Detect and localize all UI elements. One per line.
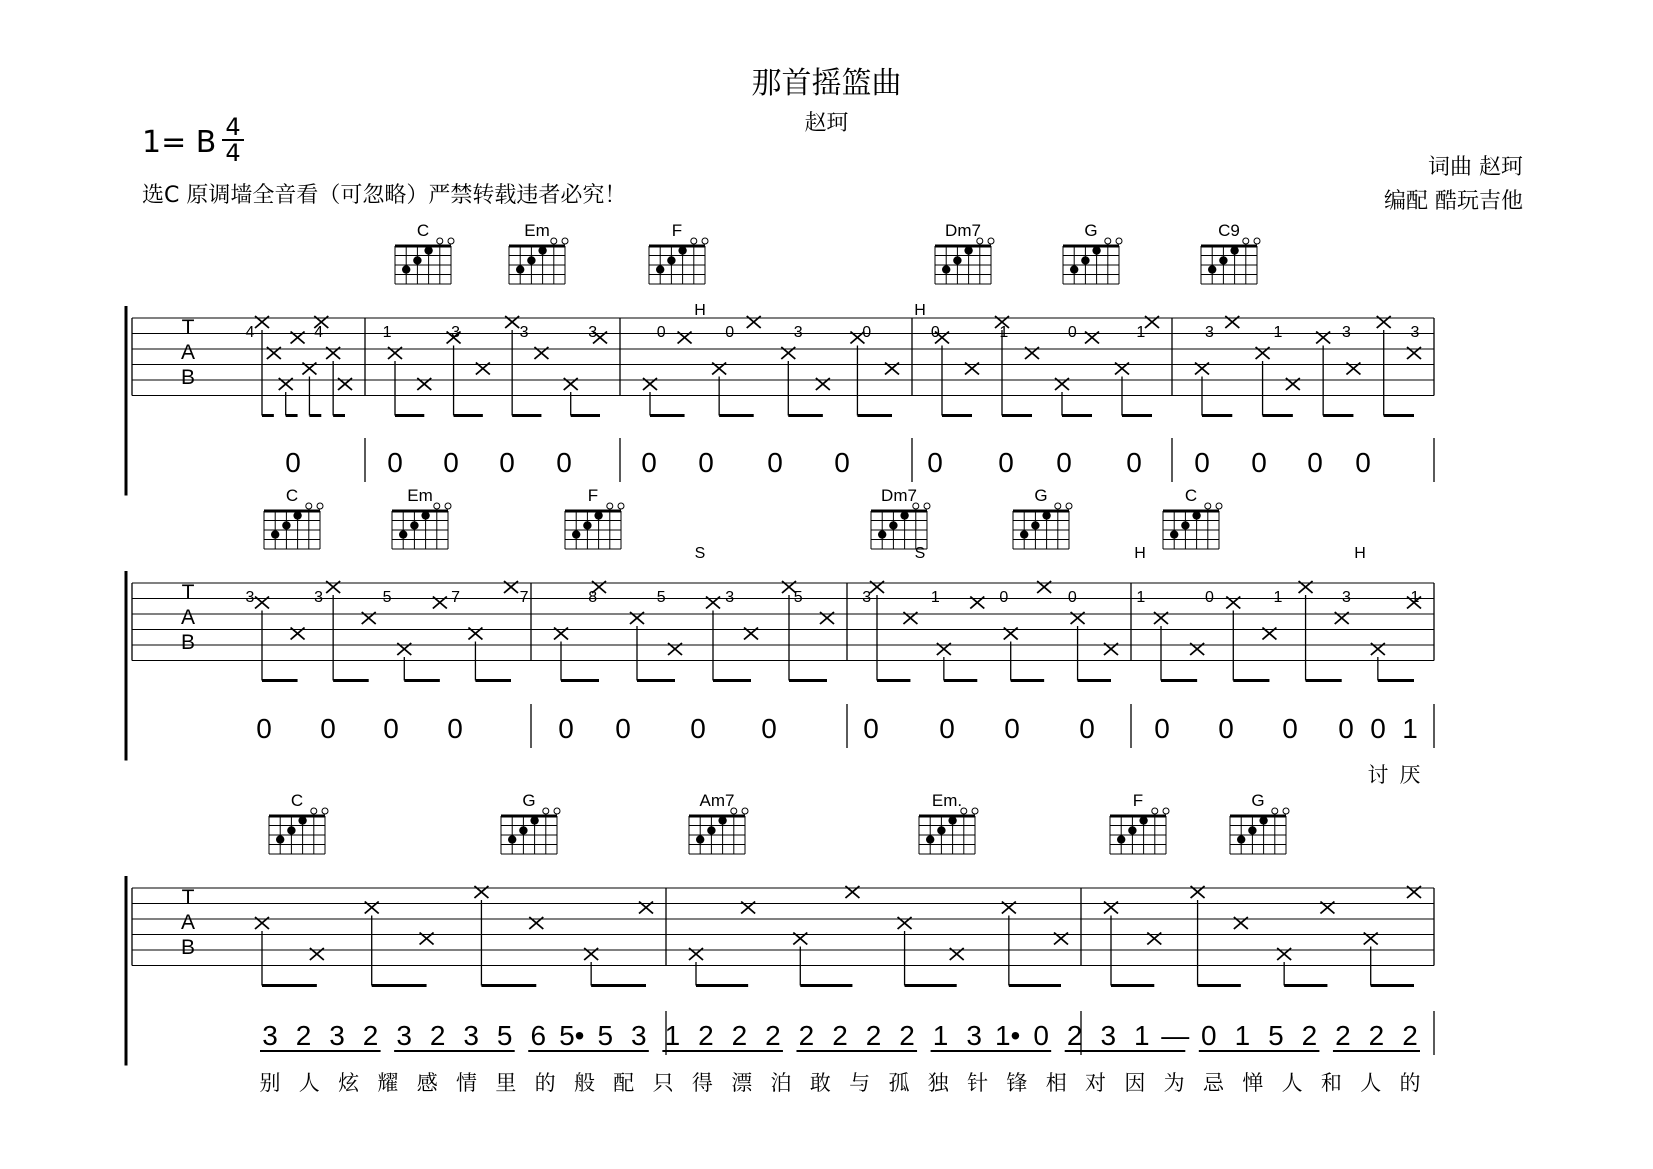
lyric-char: 漂 (731, 1072, 753, 1095)
chord-open-string (1152, 808, 1158, 814)
numbered-note: 0 (320, 713, 336, 744)
numbered-note: 1 (664, 1020, 681, 1051)
tab-fret-number: 1 (1410, 589, 1420, 606)
chord-dot (1042, 511, 1050, 519)
numbered-note: 2 (832, 1020, 848, 1051)
tab-clef-letter: A (180, 911, 196, 934)
chord-dot (1092, 246, 1100, 254)
chord-dot (572, 530, 580, 538)
numbered-note: 2 (1301, 1020, 1318, 1051)
technique-mark: S (914, 545, 926, 562)
chord-open-string (445, 503, 451, 509)
numbered-note: 0 (1056, 447, 1072, 478)
chord-dot (538, 246, 546, 254)
tab-fret-number: 1 (930, 589, 940, 606)
chord-open-string (1254, 238, 1260, 244)
chord-open-string (618, 503, 624, 509)
numbered-note: 0 (698, 447, 714, 478)
chord-name: C (416, 221, 430, 240)
chord-dot (1219, 256, 1227, 264)
numbered-note: 2 (698, 1020, 714, 1051)
tab-fret-number: 3 (245, 589, 255, 606)
chord-dot (519, 826, 527, 834)
chord-dot (530, 816, 538, 824)
song-artist: 赵珂 (804, 111, 849, 136)
credits-arrangement: 编配 酷玩吉他 (1384, 189, 1523, 214)
technique-mark: H (694, 302, 706, 319)
numbered-note: 2 (899, 1020, 915, 1051)
numbered-note: 0 (499, 447, 515, 478)
technique-mark: H (914, 302, 926, 319)
lyric-char: 人 (1281, 1072, 1303, 1095)
numbered-note: 0 (387, 447, 403, 478)
chord-open-string (961, 808, 967, 814)
tab-fret-number: 3 (588, 324, 598, 341)
chord-dot (878, 530, 886, 538)
chord-name: F (1132, 791, 1144, 810)
chord-dot (889, 521, 897, 529)
tab-fret-number: 3 (793, 324, 803, 341)
tab-fret-number: 3 (1342, 589, 1351, 606)
numbered-note: 0 (767, 447, 783, 478)
credits-words: 词曲 赵珂 (1428, 155, 1523, 180)
tab-fret-number: 3 (862, 589, 872, 606)
numbered-note: 2 (798, 1020, 815, 1051)
chord-dot (707, 826, 715, 834)
lyric-char: 的 (534, 1072, 556, 1095)
chord-open-string (306, 503, 312, 509)
lyric-char: 得 (691, 1072, 713, 1095)
lyric-char: 针 (967, 1072, 989, 1095)
chord-open-string (1205, 503, 1211, 509)
chord-dot (1237, 835, 1245, 843)
tab-fret-number: 0 (1067, 324, 1077, 341)
chord-dot (410, 521, 418, 529)
numbered-note: 1 (1234, 1020, 1251, 1051)
chord-dot (271, 530, 279, 538)
chord-dot (718, 816, 726, 824)
tab-fret-number: 1 (382, 324, 392, 341)
chord-name: Em (407, 486, 433, 505)
lyric-char: 别 (259, 1072, 281, 1095)
time-signature-top: 4 (225, 113, 241, 141)
tab-fret-number: 4 (245, 324, 255, 341)
chord-name: Dm7 (881, 486, 917, 505)
numbered-note: 0 (1251, 447, 1267, 478)
tab-fret-number: 3 (1410, 324, 1420, 341)
time-signature-bottom: 4 (225, 139, 241, 167)
tab-fret-number: 0 (1067, 589, 1077, 606)
numbered-note: 2 (1335, 1020, 1351, 1051)
numbered-note: 0 (834, 447, 850, 478)
numbered-note: 2 (295, 1020, 312, 1051)
numbered-note: 5 (1268, 1020, 1284, 1051)
chord-name: C9 (1218, 221, 1240, 240)
numbered-note: 3 (463, 1020, 479, 1051)
chord-open-string (434, 503, 440, 509)
chord-dot (926, 835, 934, 843)
numbered-note: 0 (1355, 447, 1371, 478)
tab-clef-letter: B (180, 631, 196, 654)
numbered-note: 0 (285, 447, 301, 478)
chord-dot (527, 256, 535, 264)
chord-name: Em (524, 221, 550, 240)
tab-fret-number: 1 (1136, 589, 1146, 606)
chord-open-string (607, 503, 613, 509)
numbered-note: 0 (641, 447, 657, 478)
chord-open-string (551, 238, 557, 244)
technique-mark: H (1354, 545, 1366, 562)
lyric-char: 忌 (1202, 1072, 1224, 1095)
numbered-note: 2 (1368, 1020, 1385, 1051)
chord-open-string (924, 503, 930, 509)
chord-open-string (562, 238, 568, 244)
chord-dot (1181, 521, 1189, 529)
numbered-note: 3 (329, 1020, 345, 1051)
chord-open-string (448, 238, 454, 244)
tab-fret-number: 5 (656, 589, 666, 606)
chord-dot (282, 521, 290, 529)
lyric-char: 和 (1320, 1072, 1342, 1095)
chord-dot (1070, 265, 1078, 273)
lyric-char: 泊 (770, 1072, 792, 1095)
numbered-note: 0 (556, 447, 572, 478)
chord-open-string (1055, 503, 1061, 509)
chord-name: Dm7 (945, 221, 981, 240)
chord-open-string (742, 808, 748, 814)
chord-dot (413, 256, 421, 264)
chord-open-string (317, 503, 323, 509)
numbered-note: 0 (1194, 447, 1210, 478)
tab-fret-number: 4 (314, 324, 323, 341)
numbered-note: 0 (1004, 713, 1020, 744)
numbered-note: 1 (1133, 1020, 1150, 1051)
lyric-char: 为 (1163, 1072, 1185, 1095)
tab-fret-number: 1 (1273, 324, 1283, 341)
chord-name: G (522, 791, 536, 810)
numbered-note: 5 (496, 1020, 513, 1051)
numbered-note: 0 (1201, 1020, 1217, 1051)
lyric-char: 相 (1045, 1072, 1067, 1095)
numbered-note: 1 (1402, 713, 1418, 744)
chord-dot (508, 835, 516, 843)
chord-open-string (554, 808, 560, 814)
lyric-char: 人 (1360, 1072, 1382, 1095)
tab-clef-letter: B (180, 936, 196, 959)
chord-dot (964, 246, 972, 254)
numbered-note: 2 (1066, 1020, 1083, 1051)
tab-clef-letter: A (180, 606, 196, 629)
tab-fret-number: 1 (1273, 589, 1283, 606)
chord-dot (1170, 530, 1178, 538)
numbered-note: 5• (559, 1020, 585, 1051)
chord-name: G (1251, 791, 1265, 810)
chord-open-string (1272, 808, 1278, 814)
numbered-note: 2 (1402, 1020, 1418, 1051)
chord-name: F (587, 486, 599, 505)
numbered-note: 0 (383, 713, 399, 744)
tab-fret-number: 0 (862, 324, 872, 341)
lyric-char: 独 (927, 1072, 949, 1095)
numbered-note: 0 (256, 713, 272, 744)
numbered-note: 0 (1079, 713, 1095, 744)
lyric-char: 的 (1399, 1072, 1421, 1095)
song-title: 那首摇篮曲 (751, 66, 902, 101)
numbered-note: 0 (927, 447, 943, 478)
numbered-note: 3 (262, 1020, 278, 1051)
numbered-note: 2 (362, 1020, 379, 1051)
numbered-note: 0 (1033, 1020, 1049, 1051)
tab-fret-number: 3 (1204, 324, 1214, 341)
chord-dot (1259, 816, 1267, 824)
numbered-note: 2 (765, 1020, 781, 1051)
tab-fret-number: 3 (314, 589, 323, 606)
technique-mark: S (694, 545, 706, 562)
lyric-char: 感 (416, 1072, 438, 1095)
chord-dot (1117, 835, 1125, 843)
chord-open-string (988, 238, 994, 244)
tab-clef-letter: B (180, 366, 196, 389)
numbered-note: 5 (597, 1020, 614, 1051)
numbered-note: 2 (731, 1020, 748, 1051)
lyric-char: 对 (1085, 1072, 1107, 1095)
lyric-char: 里 (495, 1072, 517, 1095)
chord-dot (1192, 511, 1200, 519)
numbered-note: 0 (863, 713, 879, 744)
chord-open-string (1283, 808, 1289, 814)
chord-dot (399, 530, 407, 538)
arrangement-note: 选C 原调墙全音看（可忽略）严禁转载违者必究！ (142, 183, 627, 208)
numbered-note: 3 (631, 1020, 647, 1051)
numbered-note: 0 (1154, 713, 1170, 744)
tab-clef-letter: T (181, 316, 195, 339)
lyric-char: 人 (298, 1072, 320, 1095)
tab-fret-number: 5 (793, 589, 803, 606)
chord-dot (1139, 816, 1147, 824)
lyric-char: 情 (456, 1072, 478, 1095)
lyric-char: 耀 (377, 1072, 399, 1095)
lyric-char: 锋 (1006, 1072, 1028, 1095)
chord-dot (287, 826, 295, 834)
chord-dot (1020, 530, 1028, 538)
numbered-note: 0 (1126, 447, 1142, 478)
numbered-note: 3 (396, 1020, 412, 1051)
tab-fret-number: 3 (725, 589, 735, 606)
chord-dot (1081, 256, 1089, 264)
lyric-char: 厌 (1399, 764, 1421, 787)
numbered-note: — (1161, 1020, 1190, 1051)
chord-dot (667, 256, 675, 264)
lyric-char: 讨 (1367, 764, 1389, 787)
chord-dot (696, 835, 704, 843)
chord-open-string (1243, 238, 1249, 244)
chord-open-string (691, 238, 697, 244)
lyric-char: 炫 (338, 1072, 360, 1095)
tab-fret-number: 0 (1204, 589, 1214, 606)
chord-dot (1248, 826, 1256, 834)
numbered-note: 6 (530, 1020, 547, 1051)
tab-fret-number: 1 (999, 324, 1009, 341)
tab-clef-letter: T (181, 886, 195, 909)
lyric-char: 配 (613, 1072, 635, 1095)
chord-dot (421, 511, 429, 519)
chord-dot (953, 256, 961, 264)
numbered-note: 0 (998, 447, 1014, 478)
chord-open-string (1116, 238, 1122, 244)
key-signature: 1= B (142, 125, 217, 160)
numbered-note: 0 (1307, 447, 1323, 478)
numbered-note: 0 (558, 713, 574, 744)
chord-dot (942, 265, 950, 273)
chord-name: C (290, 791, 304, 810)
tab-clef-letter: A (180, 341, 196, 364)
numbered-note: 0 (615, 713, 631, 744)
chord-name: G (1034, 486, 1048, 505)
chord-open-string (972, 808, 978, 814)
chord-name: Em. (931, 791, 963, 810)
chord-dot (1128, 826, 1136, 834)
tab-fret-number: 3 (451, 324, 461, 341)
numbered-note: 3 (1100, 1020, 1117, 1051)
chord-dot (900, 511, 908, 519)
chord-dot (516, 265, 524, 273)
chord-dot (937, 826, 945, 834)
chord-open-string (1066, 503, 1072, 509)
numbered-note: 0 (939, 713, 955, 744)
numbered-note: 1 (932, 1020, 949, 1051)
chord-dot (583, 521, 591, 529)
lyric-char: 般 (573, 1072, 595, 1095)
tab-fret-number: 0 (999, 589, 1009, 606)
chord-open-string (543, 808, 549, 814)
tab-fret-number: 0 (656, 324, 666, 341)
chord-open-string (437, 238, 443, 244)
tab-fret-number: 8 (588, 589, 598, 606)
chord-dot (1208, 265, 1216, 273)
tab-fret-number: 3 (519, 324, 529, 341)
numbered-note: 0 (1282, 713, 1298, 744)
tab-fret-number: 5 (382, 589, 392, 606)
chord-open-string (1105, 238, 1111, 244)
lyric-char: 因 (1124, 1072, 1146, 1095)
chord-dot (678, 246, 686, 254)
chord-name: C (285, 486, 299, 505)
technique-mark: H (1134, 545, 1146, 562)
chord-dot (402, 265, 410, 273)
chord-dot (948, 816, 956, 824)
chord-name: C (1184, 486, 1198, 505)
lyric-char: 只 (652, 1072, 674, 1095)
chord-open-string (702, 238, 708, 244)
numbered-note: 0 (761, 713, 777, 744)
lyric-char: 惮 (1242, 1072, 1264, 1095)
chord-open-string (311, 808, 317, 814)
numbered-note: 0 (690, 713, 706, 744)
chord-dot (298, 816, 306, 824)
lyric-char: 与 (849, 1072, 871, 1095)
chord-name: F (671, 221, 683, 240)
numbered-note: 0 (447, 713, 463, 744)
tab-fret-number: 1 (1136, 324, 1146, 341)
tab-fret-number: 3 (1342, 324, 1351, 341)
tab-fret-number: 7 (451, 589, 461, 606)
chord-dot (424, 246, 432, 254)
chord-name: G (1084, 221, 1098, 240)
numbered-note: 0 (1218, 713, 1234, 744)
chord-dot (1230, 246, 1238, 254)
chord-dot (1031, 521, 1039, 529)
chord-name: Am7 (699, 791, 735, 810)
chord-dot (293, 511, 301, 519)
lyric-char: 敢 (809, 1072, 831, 1095)
numbered-note: 2 (429, 1020, 446, 1051)
chord-open-string (322, 808, 328, 814)
lyric-char: 孤 (888, 1072, 910, 1095)
numbered-note: 2 (865, 1020, 882, 1051)
chord-dot (276, 835, 284, 843)
tab-fret-number: 0 (930, 324, 940, 341)
chord-open-string (1216, 503, 1222, 509)
numbered-note: 0 (1370, 713, 1386, 744)
numbered-note: 0 (443, 447, 459, 478)
tab-fret-number: 0 (725, 324, 735, 341)
chord-dot (594, 511, 602, 519)
chord-open-string (1163, 808, 1169, 814)
chord-dot (656, 265, 664, 273)
tab-fret-number: 7 (519, 589, 529, 606)
numbered-note: 1• (994, 1020, 1021, 1051)
tab-clef-letter: T (181, 581, 195, 604)
numbered-note: 3 (966, 1020, 982, 1051)
numbered-note: 0 (1338, 713, 1354, 744)
